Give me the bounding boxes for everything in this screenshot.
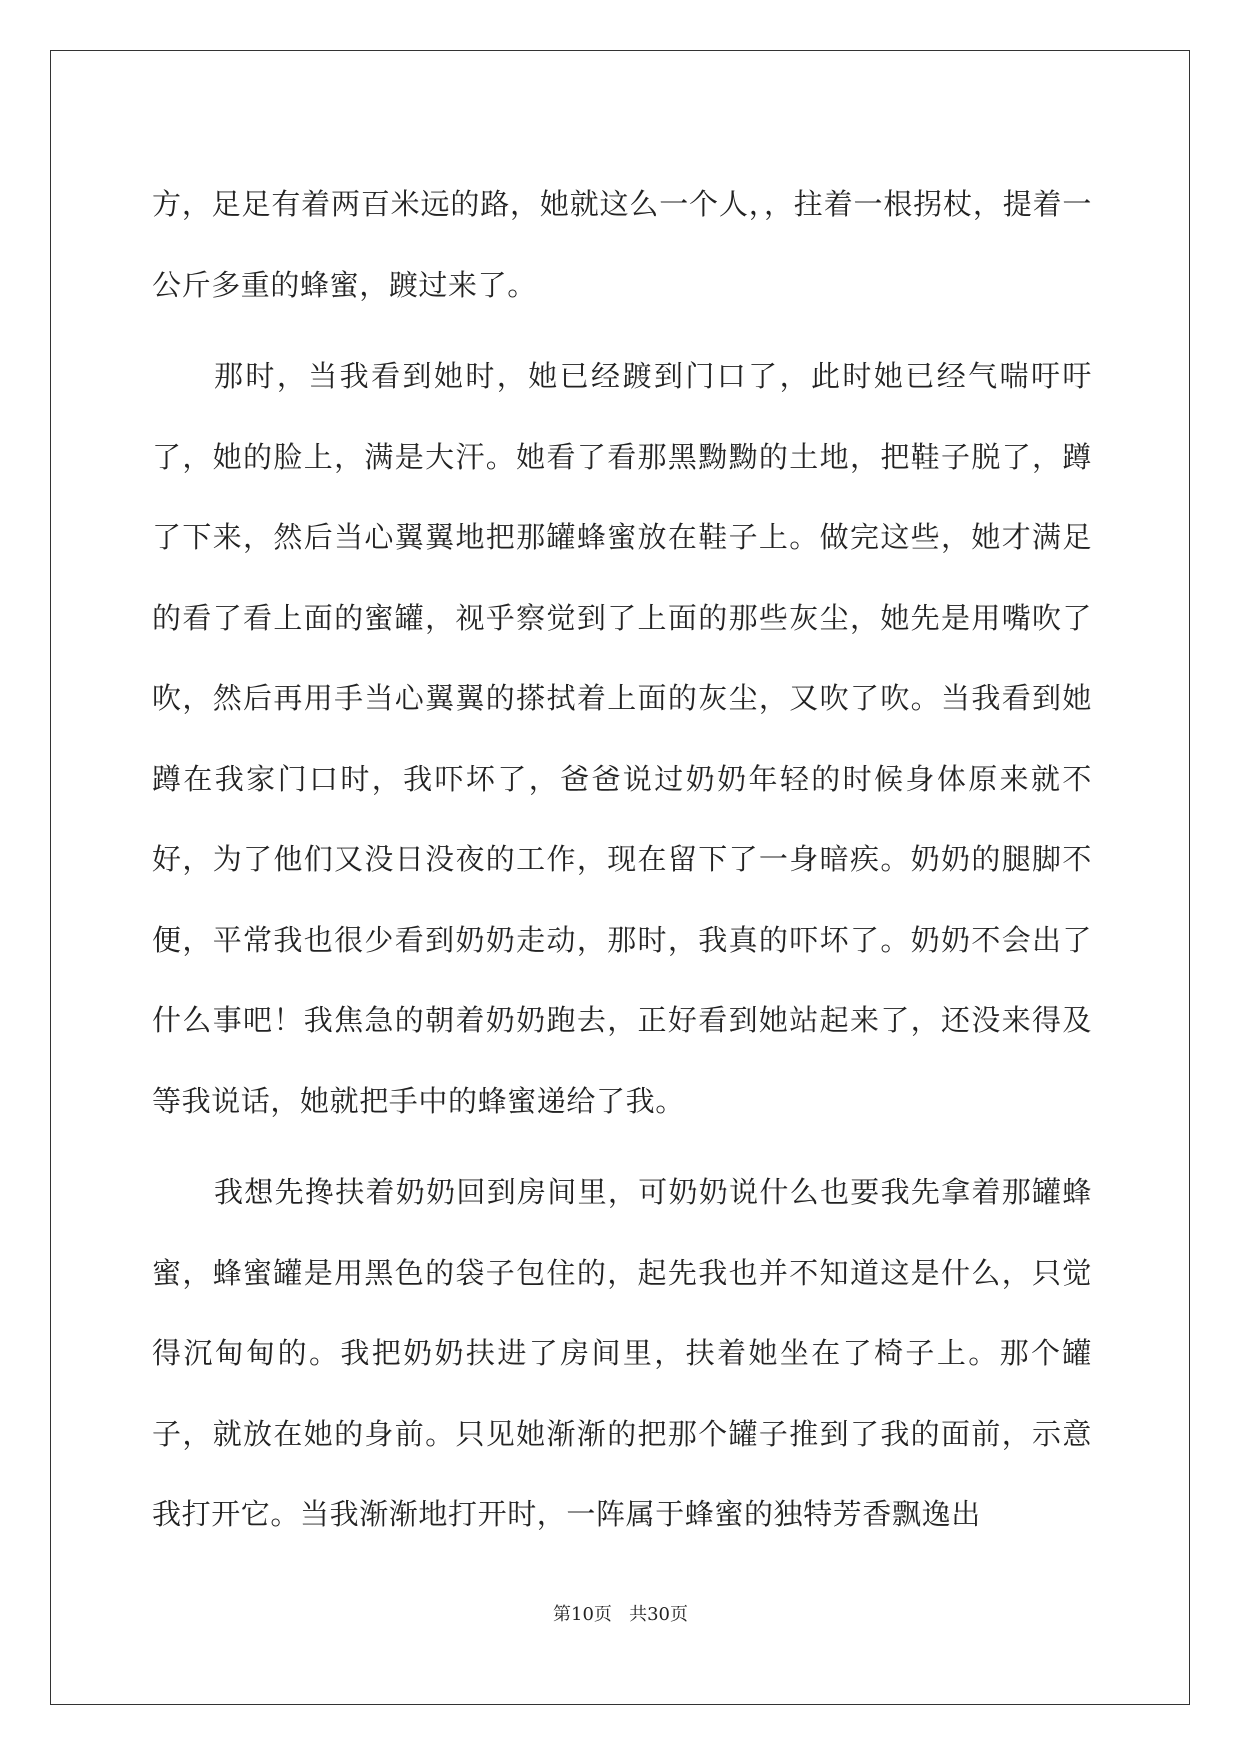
paragraph-3: 我想先搀扶着奶奶回到房间里，可奶奶说什么也要我先拿着那罐蜂蜜，蜂蜜罐是用黑色的袋子包住的，起先我也并不知道这是什么，只觉得沉甸甸的。我把奶奶扶进了房间里，扶着她坐在了椅子上。那个罐子，就放在她的身前。只见她渐渐的把那个罐子推到了我的面前，示意我打开它。当我渐渐地打开时，一阵属于蜂蜜的独特芳香飘逸出 xyxy=(152,1175,1092,1531)
page-total: 共30页 xyxy=(629,1604,688,1625)
paragraph-1: 方，足足有着两百米远的路，她就这么一个人，，拄着一根拐杖，提着一公斤多重的蜂蜜，踱过来了。 xyxy=(152,187,1092,302)
page-footer xyxy=(0,1600,1241,1626)
paragraph-2: 那时，当我看到她时，她已经踱到门口了，此时她已经气喘吁吁了，她的脸上，满是大汗。她看了看那黑黝黝的土地，把鞋子脱了，蹲了下来，然后当心翼翼地把那罐蜂蜜放在鞋子上。做完这些，她才满足的看了看上面的蜜罐，视乎察觉到了上面的那些灰尘，她先是用嘴吹了吹，然后再用手当心翼翼的搽拭着上面的灰尘，又吹了吹。当我看到她蹲在我家门口时，我吓坏了，爸爸说过奶奶年轻的时候身体原来就不好，为了他们又没日没夜的工作，现在留下了一身暗疾。奶奶的腿脚不便，平常我也很少看到奶奶走动，那时，我真的吓坏了。奶奶不会出了什么事吧！我焦急的朝着奶奶跑去，正好看到她站起来了，还没来得及等我说话，她就把手中的蜂蜜递给了我。 xyxy=(152,359,1092,1118)
page-number: 第10页 xyxy=(553,1604,612,1625)
document-body xyxy=(152,164,1092,1566)
